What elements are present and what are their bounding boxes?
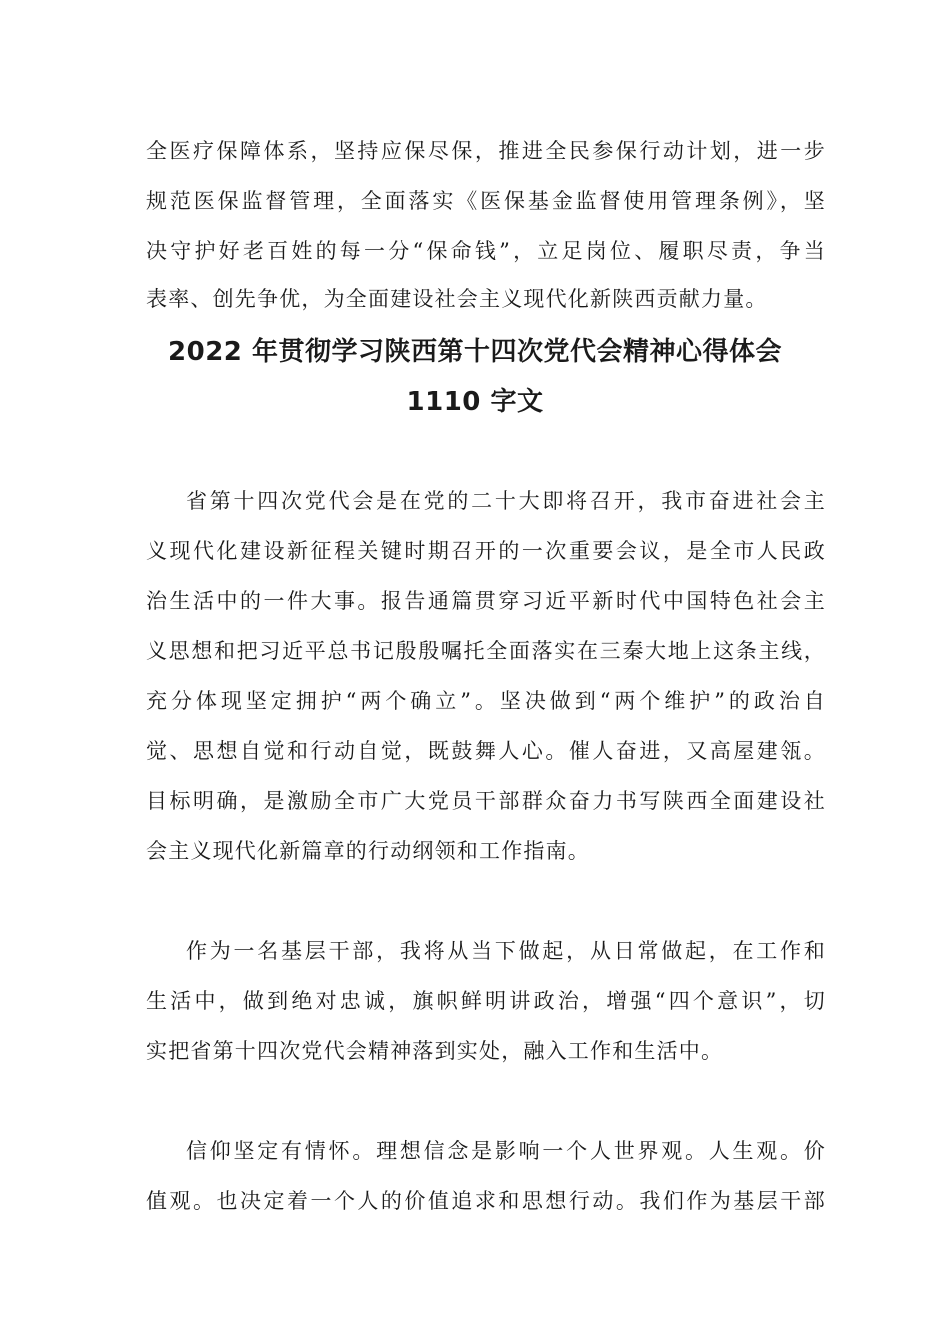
paragraph-1-line-2: 义现代化建设新征程关键时期召开的一次重要会议，是全市人民政 bbox=[146, 539, 826, 563]
paragraph-1-line-8: 会主义现代化新篇章的行动纲领和工作指南。 bbox=[146, 839, 590, 863]
paragraph-2-line-2: 生活中，做到绝对忠诚，旗帜鲜明讲政治，增强“四个意识”，切 bbox=[146, 989, 826, 1013]
intro-line-1: 全医疗保障体系，坚持应保尽保，推进全民参保行动计划，进一步 bbox=[146, 139, 826, 163]
article-title-line-2: 1110 字文 bbox=[406, 387, 544, 417]
paragraph-1-line-6: 觉、思想自觉和行动自觉，既鼓舞人心。催人奋进，又高屋建瓴。 bbox=[146, 739, 826, 763]
intro-line-2: 规范医保监督管理，全面落实《医保基金监督使用管理条例》，坚 bbox=[146, 189, 826, 213]
paragraph-1-line-1: 省第十四次党代会是在党的二十大即将召开，我市奋进社会主 bbox=[186, 489, 826, 513]
intro-line-3: 决守护好老百姓的每一分“保命钱”，立足岗位、履职尽责，争当 bbox=[146, 239, 826, 263]
paragraph-3-line-2: 值观。也决定着一个人的价值追求和思想行动。我们作为基层干部 bbox=[146, 1189, 826, 1213]
paragraph-1-line-7: 目标明确，是激励全市广大党员干部群众奋力书写陕西全面建设社 bbox=[146, 789, 826, 813]
paragraph-1-line-4: 义思想和把习近平总书记殷殷嘱托全面落实在三秦大地上这条主线， bbox=[146, 639, 826, 663]
intro-line-4: 表率、创先争优，为全面建设社会主义现代化新陕西贡献力量。 bbox=[146, 287, 768, 311]
paragraph-2-line-3: 实把省第十四次党代会精神落到实处，融入工作和生活中。 bbox=[146, 1039, 724, 1063]
paragraph-1-line-5: 充分体现坚定拥护“两个确立”。坚决做到“两个维护”的政治自 bbox=[146, 689, 826, 713]
paragraph-2-line-1: 作为一名基层干部，我将从当下做起，从日常做起，在工作和 bbox=[186, 939, 826, 963]
article-title-line-1: 2022 年贯彻学习陕西第十四次党代会精神心得体会 bbox=[168, 337, 782, 367]
paragraph-1-line-3: 治生活中的一件大事。报告通篇贯穿习近平新时代中国特色社会主 bbox=[146, 589, 826, 613]
paragraph-3-line-1: 信仰坚定有情怀。理想信念是影响一个人世界观。人生观。价 bbox=[186, 1139, 826, 1163]
